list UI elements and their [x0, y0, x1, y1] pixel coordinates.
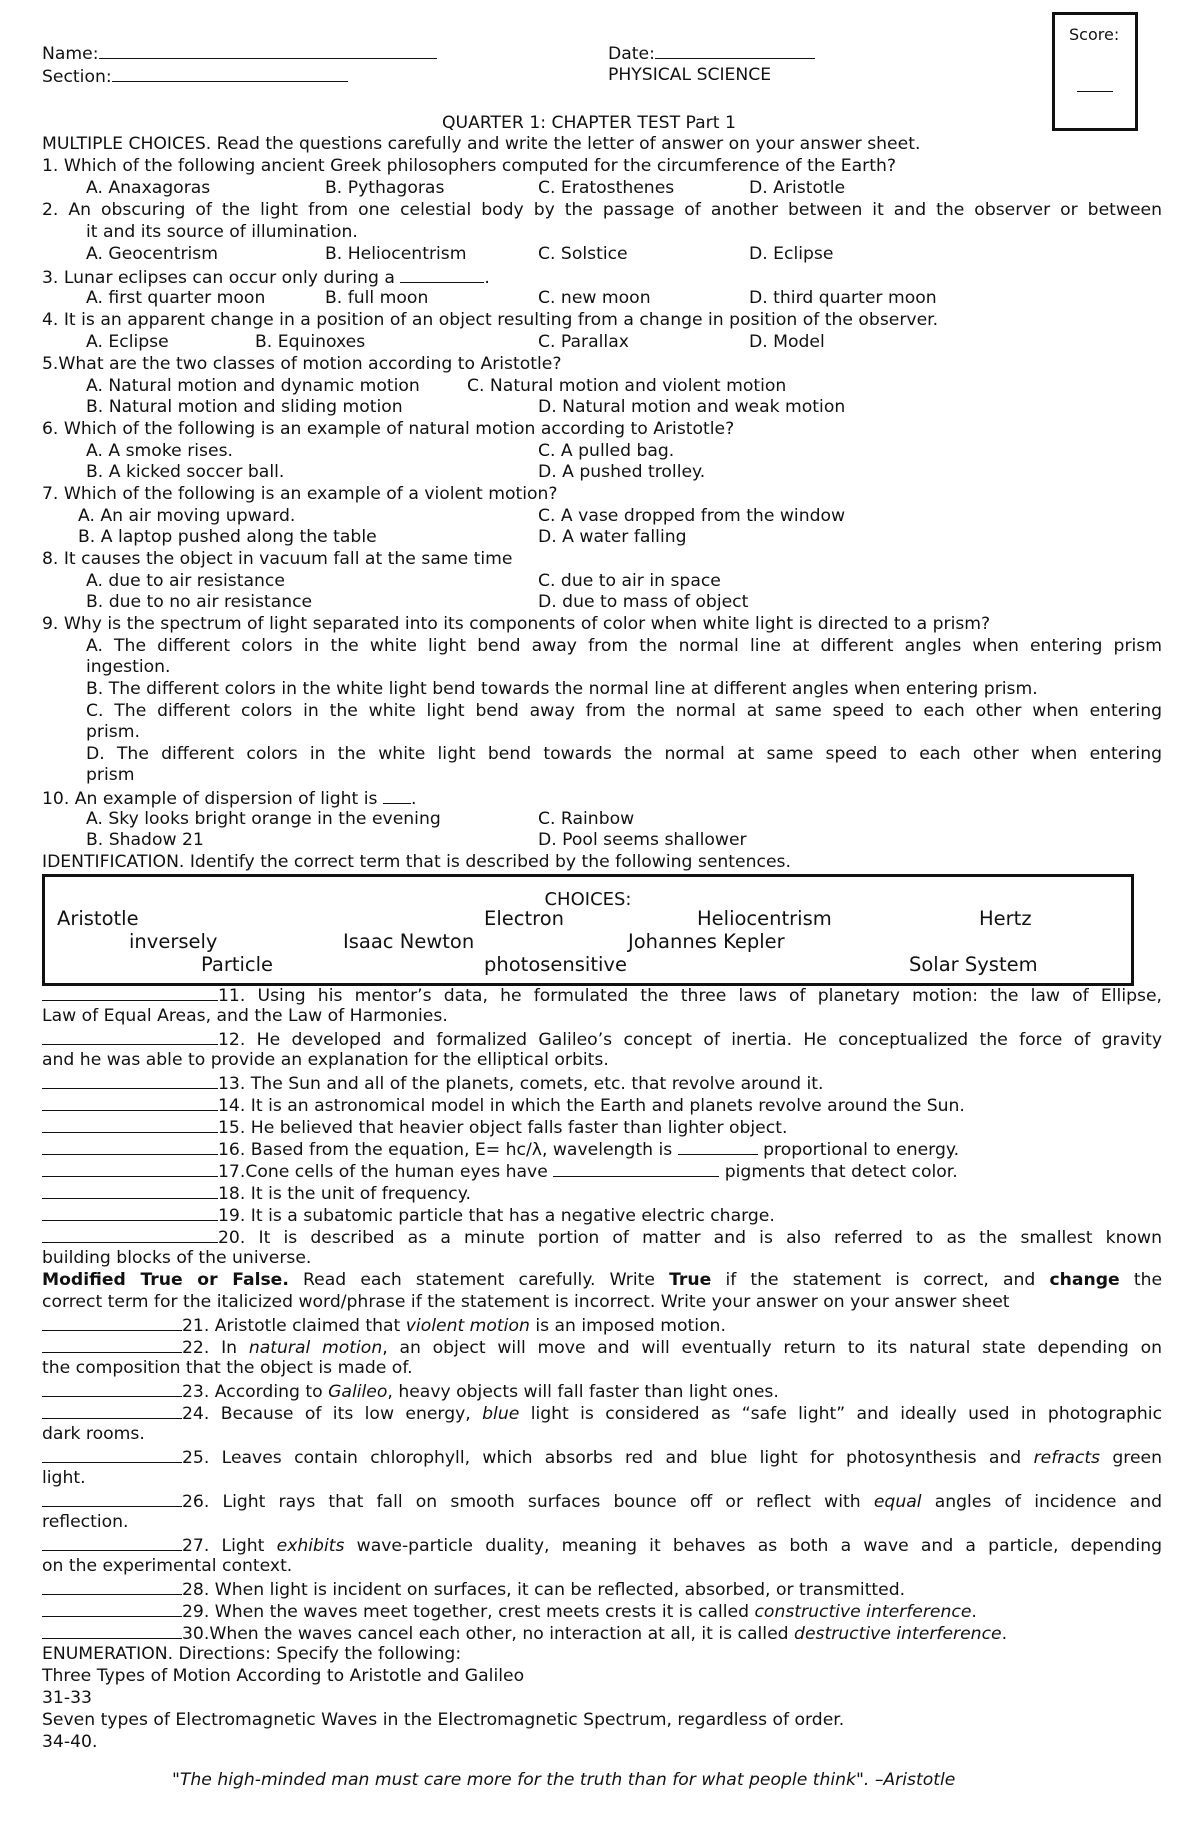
- item-15: 15. He believed that heavier object falls faster than lighter object.: [42, 1116, 787, 1139]
- answer-blank-14[interactable]: [42, 1094, 218, 1111]
- q4-option-d: D. Model: [749, 332, 825, 352]
- mc-instructions: MULTIPLE CHOICES. Read the questions carefully and write the letter of answer on your answer sheet.: [42, 134, 921, 154]
- answer-blank-21[interactable]: [42, 1314, 182, 1331]
- q9-option-a-line2: ingestion.: [86, 657, 171, 677]
- answer-blank-30[interactable]: [42, 1622, 182, 1639]
- question-10: 10. An example of dispersion of light is .: [42, 789, 417, 809]
- tf-instructions-line2: correct term for the italicized word/phrase if the statement is incorrect. Write your answer on your answer sheet: [42, 1292, 1010, 1312]
- answer-blank-28[interactable]: [42, 1578, 182, 1595]
- score-box: [1052, 12, 1138, 131]
- q4-option-c: C. Parallax: [538, 332, 629, 352]
- choice-item: Johannes Kepler: [628, 930, 785, 953]
- item-25-line1: 25. Leaves contain chlorophyll, which absorbs red and blue light for photosynthesis and refracts green: [42, 1446, 1162, 1469]
- q6-option-d: D. A pushed trolley.: [538, 462, 706, 482]
- q9-option-c-line2: prism.: [86, 722, 140, 742]
- item-11-line1: 11. Using his mentor’s data, he formulated the three laws of planetary motion: the law of Ellipse,: [42, 984, 1162, 1007]
- choice-item: Electron: [484, 907, 564, 930]
- enum-item-1-number: 31-33: [42, 1688, 92, 1708]
- answer-blank-19[interactable]: [42, 1204, 218, 1221]
- q5-option-b: B. Natural motion and sliding motion: [86, 397, 403, 417]
- q7-option-b: B. A laptop pushed along the table: [78, 527, 377, 547]
- item-12-line2: and he was able to provide an explanation for the elliptical orbits.: [42, 1050, 609, 1070]
- item-20-line2: building blocks of the universe.: [42, 1248, 312, 1268]
- q8-option-b: B. due to no air resistance: [86, 592, 313, 612]
- answer-blank-11[interactable]: [42, 984, 218, 1001]
- q6-option-c: C. A pulled bag.: [538, 441, 675, 461]
- choice-item: Particle: [201, 953, 274, 976]
- tf-instructions-line1: Modified True or False. Read each statement carefully. Write True if the statement is correct, and change the: [42, 1270, 1163, 1290]
- q2-option-a: A. Geocentrism: [86, 244, 218, 264]
- choices-box: [42, 874, 1134, 986]
- q10-option-b: B. Shadow 21: [86, 830, 204, 850]
- choices-title: CHOICES:: [544, 889, 632, 910]
- answer-blank-22[interactable]: [42, 1336, 182, 1353]
- score-label: Score:: [1069, 25, 1120, 44]
- q10-option-d: D. Pool seems shallower: [538, 830, 747, 850]
- enum-item-2: Seven types of Electromagnetic Waves in the Electromagnetic Spectrum, regardless of order.: [42, 1710, 845, 1730]
- q3-option-a: A. first quarter moon: [86, 288, 266, 308]
- q6-option-b: B. A kicked soccer ball.: [86, 462, 285, 482]
- q2-option-b: B. Heliocentrism: [325, 244, 467, 264]
- item-16: 16. Based from the equation, E= hc/λ, wavelength is proportional to energy.: [42, 1138, 959, 1161]
- q10-blank[interactable]: [383, 787, 411, 804]
- q9-option-d-line2: prism: [86, 765, 135, 785]
- question-4: 4. It is an apparent change in a position of an object resulting from a change in position of the observer.: [42, 310, 939, 330]
- item-18: 18. It is the unit of frequency.: [42, 1182, 471, 1205]
- answer-blank-26[interactable]: [42, 1490, 182, 1507]
- q3-blank[interactable]: [400, 266, 484, 283]
- item-22-line2: the composition that the object is made of.: [42, 1358, 413, 1378]
- choice-item: Hertz: [979, 907, 1032, 930]
- q5-option-c: C. Natural motion and violent motion: [467, 376, 787, 396]
- item-19: 19. It is a subatomic particle that has a negative electric charge.: [42, 1204, 775, 1227]
- choice-item: Solar System: [909, 953, 1038, 976]
- q3-option-d: D. third quarter moon: [749, 288, 937, 308]
- q8-option-a: A. due to air resistance: [86, 571, 285, 591]
- q4-option-b: B. Equinoxes: [255, 332, 366, 352]
- inline-blank-17[interactable]: [553, 1160, 719, 1177]
- item-17: 17.Cone cells of the human eyes have pigments that detect color.: [42, 1160, 958, 1183]
- item-21: 21. Aristotle claimed that violent motion is an imposed motion.: [42, 1314, 726, 1337]
- name-blank[interactable]: [99, 42, 437, 59]
- q6-option-a: A. A smoke rises.: [86, 441, 233, 461]
- item-14: 14. It is an astronomical model in which the Earth and planets revolve around the Sun.: [42, 1094, 965, 1117]
- answer-blank-24[interactable]: [42, 1402, 182, 1419]
- q7-option-a: A. An air moving upward.: [78, 506, 296, 526]
- item-13: 13. The Sun and all of the planets, comets, etc. that revolve around it.: [42, 1072, 824, 1095]
- answer-blank-16[interactable]: [42, 1138, 218, 1155]
- item-12-line1: 12. He developed and formalized Galileo’s concept of inertia. He conceptualized the force of gravity: [42, 1028, 1162, 1051]
- item-24-line1: 24. Because of its low energy, blue light is considered as “safe light” and ideally used in photographic: [42, 1402, 1162, 1425]
- identification-instructions: IDENTIFICATION. Identify the correct term that is described by the following sentences.: [42, 852, 791, 872]
- choice-item: inversely: [129, 930, 218, 953]
- answer-blank-23[interactable]: [42, 1380, 182, 1397]
- question-2-line2: it and its source of illumination.: [86, 222, 358, 242]
- question-7: 7. Which of the following is an example of a violent motion?: [42, 484, 558, 504]
- question-9: 9. Why is the spectrum of light separated into its components of color when white light is directed to a prism?: [42, 614, 991, 634]
- item-23: 23. According to Galileo, heavy objects will fall faster than light ones.: [42, 1380, 779, 1403]
- question-6: 6. Which of the following is an example of natural motion according to Aristotle?: [42, 419, 735, 439]
- q7-option-c: C. A vase dropped from the window: [538, 506, 846, 526]
- q9-option-c-line1: C. The different colors in the white light bend away from the normal at same speed to each other when entering: [86, 701, 1162, 721]
- choice-item: photosensitive: [484, 953, 627, 976]
- q2-option-d: D. Eclipse: [749, 244, 834, 264]
- q3-option-c: C. new moon: [538, 288, 651, 308]
- item-22-line1: 22. In natural motion, an object will move and will eventually return to its natural state depending on: [42, 1336, 1162, 1359]
- answer-blank-13[interactable]: [42, 1072, 218, 1089]
- q10-option-c: C. Rainbow: [538, 809, 635, 829]
- q2-option-c: C. Solstice: [538, 244, 628, 264]
- q9-option-d-line1: D. The different colors in the white light bend towards the normal at same speed to each other when entering: [86, 744, 1162, 764]
- enum-item-1: Three Types of Motion According to Aristotle and Galileo: [42, 1666, 525, 1686]
- item-27-line2: on the experimental context.: [42, 1556, 293, 1576]
- quote: "The high-minded man must care more for the truth than for what people think". –Aristotle: [172, 1770, 956, 1790]
- enumeration-instructions: ENUMERATION. Directions: Specify the following:: [42, 1644, 462, 1664]
- q9-option-a-line1: A. The different colors in the white light bend away from the normal line at different angles when entering prism: [86, 636, 1162, 656]
- section-label: Section:: [42, 65, 348, 87]
- date-label: Date:: [608, 42, 815, 64]
- q8-option-d: D. due to mass of object: [538, 592, 749, 612]
- answer-blank-27[interactable]: [42, 1534, 182, 1551]
- q1-option-b: B. Pythagoras: [325, 178, 445, 198]
- q5-option-a: A. Natural motion and dynamic motion: [86, 376, 420, 396]
- item-29: 29. When the waves meet together, crest meets crests it is called constructive interference.: [42, 1600, 977, 1623]
- test-title: QUARTER 1: CHAPTER TEST Part 1: [442, 113, 736, 133]
- choice-item: Aristotle: [57, 907, 139, 930]
- item-26-line2: reflection.: [42, 1512, 129, 1532]
- score-blank[interactable]: [1077, 91, 1113, 92]
- inline-blank-16[interactable]: [678, 1138, 758, 1155]
- name-label: Name:: [42, 42, 437, 64]
- q3-option-b: B. full moon: [325, 288, 429, 308]
- choice-item: Heliocentrism: [697, 907, 832, 930]
- item-20-line1: 20. It is described as a minute portion of matter and is also referred to as the smallest known: [42, 1226, 1162, 1249]
- q1-option-d: D. Aristotle: [749, 178, 846, 198]
- q9-option-b: B. The different colors in the white light bend towards the normal line at different angles when entering prism.: [86, 679, 1038, 699]
- answer-blank-29[interactable]: [42, 1600, 182, 1617]
- question-1: 1. Which of the following ancient Greek philosophers computed for the circumference of the Earth?: [42, 156, 897, 176]
- item-30: 30.When the waves cancel each other, no interaction at all, it is called destructive interference.: [42, 1622, 1007, 1645]
- item-11-line2: Law of Equal Areas, and the Law of Harmonies.: [42, 1006, 448, 1026]
- answer-blank-17[interactable]: [42, 1160, 218, 1177]
- q5-option-d: D. Natural motion and weak motion: [538, 397, 846, 417]
- question-3: 3. Lunar eclipses can occur only during a .: [42, 268, 490, 288]
- q10-option-a: A. Sky looks bright orange in the evening: [86, 809, 441, 829]
- answer-blank-15[interactable]: [42, 1116, 218, 1133]
- question-5: 5.What are the two classes of motion according to Aristotle?: [42, 354, 562, 374]
- answer-blank-20[interactable]: [42, 1226, 218, 1243]
- section-blank[interactable]: [112, 65, 348, 82]
- q1-option-a: A. Anaxagoras: [86, 178, 211, 198]
- enum-item-2-number: 34-40.: [42, 1732, 98, 1752]
- q8-option-c: C. due to air in space: [538, 571, 721, 591]
- q1-option-c: C. Eratosthenes: [538, 178, 675, 198]
- question-8: 8. It causes the object in vacuum fall at the same time: [42, 549, 513, 569]
- question-2-line1: 2. An obscuring of the light from one celestial body by the passage of another between it and the observer or between: [42, 200, 1162, 220]
- answer-blank-12[interactable]: [42, 1028, 218, 1045]
- item-28: 28. When light is incident on surfaces, it can be reflected, absorbed, or transmitted.: [42, 1578, 905, 1601]
- date-blank[interactable]: [655, 42, 815, 59]
- answer-blank-18[interactable]: [42, 1182, 218, 1199]
- q4-option-a: A. Eclipse: [86, 332, 169, 352]
- item-27-line1: 27. Light exhibits wave-particle duality, meaning it behaves as both a wave and a particle, depending: [42, 1534, 1162, 1557]
- item-24-line2: dark rooms.: [42, 1424, 145, 1444]
- subject-label: PHYSICAL SCIENCE: [608, 65, 772, 85]
- item-25-line2: light.: [42, 1468, 86, 1488]
- answer-blank-25[interactable]: [42, 1446, 182, 1463]
- item-26-line1: 26. Light rays that fall on smooth surfaces bounce off or reflect with equal angles of incidence and: [42, 1490, 1162, 1513]
- q7-option-d: D. A water falling: [538, 527, 687, 547]
- choice-item: Isaac Newton: [343, 930, 475, 953]
